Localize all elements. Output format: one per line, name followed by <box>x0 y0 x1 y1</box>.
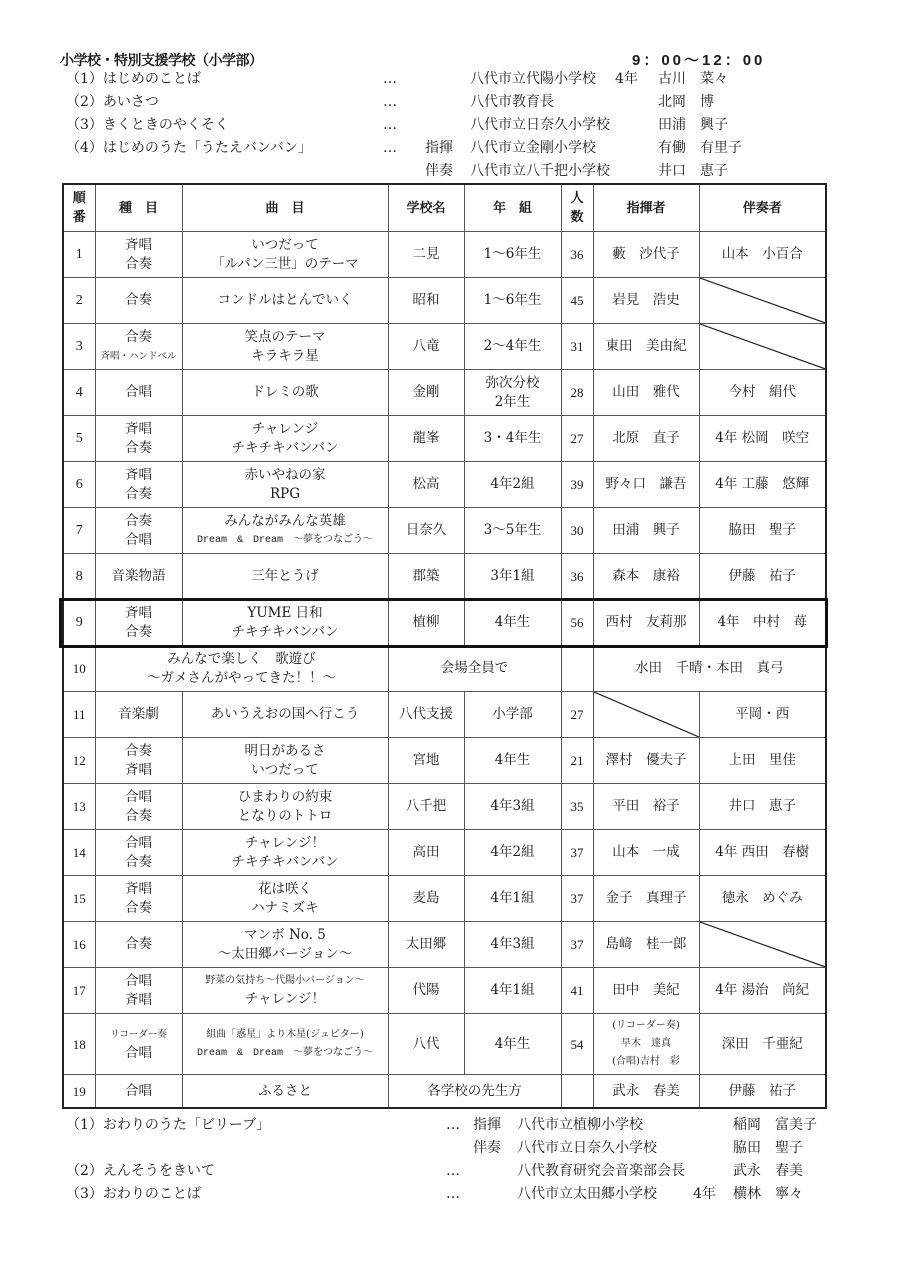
surname: 稲岡 <box>733 1117 761 1133</box>
role: 指揮 <box>473 1117 501 1133</box>
header-school: 学校名 <box>388 184 464 232</box>
conductor: (リコーダー奏) 早木 達真 (合唱)吉村 彩 <box>593 1014 699 1075</box>
given-name: 興子 <box>700 117 728 133</box>
order-number: 12 <box>63 738 95 784</box>
ellipsis: … <box>446 1186 460 1202</box>
table-row <box>63 370 826 416</box>
closing-item <box>0 1160 904 1182</box>
song-title: 組曲「惑星」より木星(ジュピター) Dream & Dream ～夢をつなごう～ <box>182 1014 388 1075</box>
grade-class: 4年生 <box>464 738 561 784</box>
time-range: 9：00～12：00 <box>632 52 766 69</box>
section-title: 小学校・特別支援学校（小学部） <box>60 53 263 69</box>
category: 合奏 合唱 <box>95 508 182 554</box>
member-count: 35 <box>561 784 593 830</box>
school-grade: 各学校の先生方 <box>388 1075 561 1109</box>
header-conductor: 指揮者 <box>593 184 699 232</box>
accompanist <box>699 278 826 324</box>
organization: 八代市立日奈久小学校 <box>517 1140 657 1156</box>
member-count: 28 <box>561 370 593 416</box>
category: 斉唱 合奏 <box>95 416 182 462</box>
accompanist: 4年 湯治 尚紀 <box>699 968 826 1014</box>
table-row <box>63 600 826 646</box>
table-row <box>63 646 826 692</box>
member-count: 27 <box>561 416 593 462</box>
song-title: ふるさと <box>182 1075 388 1109</box>
closing-item <box>0 1114 904 1136</box>
song-title: いつだって 「ルパン三世」のテーマ <box>182 232 388 278</box>
accompanist: 今村 絹代 <box>699 370 826 416</box>
song-title: 笑点のテーマ キラキラ星 <box>182 324 388 370</box>
table-row <box>63 1075 826 1109</box>
surname: 有働 <box>658 140 686 156</box>
accompanist <box>699 922 826 968</box>
school-name: 宮地 <box>388 738 464 784</box>
surname: 脇田 <box>733 1140 761 1156</box>
organization: 八代市立金剛小学校 <box>470 140 596 156</box>
category: 合唱 斉唱 <box>95 968 182 1014</box>
conductor: 森本 康裕 <box>593 554 699 600</box>
item-label: （2）あいさつ <box>66 94 159 110</box>
grade-class: 4年1組 <box>464 876 561 922</box>
member-count: 36 <box>561 554 593 600</box>
ellipsis: … <box>383 117 397 133</box>
song-title: 明日があるさ いつだって <box>182 738 388 784</box>
opening-item <box>0 114 904 136</box>
conductor: 田浦 興子 <box>593 508 699 554</box>
category: 合奏 斉唱 <box>95 738 182 784</box>
member-count <box>561 1075 593 1109</box>
ellipsis: … <box>383 94 397 110</box>
item-label: （1）はじめのことば <box>66 71 201 87</box>
school-name: 松高 <box>388 462 464 508</box>
member-count: 45 <box>561 278 593 324</box>
header-count: 人 数 <box>561 184 593 232</box>
song-title: ひまわりの約束 となりのトトロ <box>182 784 388 830</box>
grade-class: 1～6年生 <box>464 232 561 278</box>
table-row <box>63 692 826 738</box>
header-category: 種 目 <box>95 184 182 232</box>
school-name: 日奈久 <box>388 508 464 554</box>
school-name: 植柳 <box>388 600 464 646</box>
conductor: 野々口 謙吾 <box>593 462 699 508</box>
order-number: 19 <box>63 1075 95 1109</box>
grade-class: 4年1組 <box>464 968 561 1014</box>
category: 音楽劇 <box>95 692 182 738</box>
accompanist <box>699 324 826 370</box>
category: 合奏 <box>95 278 182 324</box>
grade-class: 4年生 <box>464 600 561 646</box>
given-name: 富美子 <box>775 1117 817 1133</box>
school-name: 麦島 <box>388 876 464 922</box>
accompanist: 脇田 聖子 <box>699 508 826 554</box>
organization: 八代市立日奈久小学校 <box>470 117 610 133</box>
member-count: 41 <box>561 968 593 1014</box>
diagonal-slash <box>594 692 699 737</box>
order-number: 18 <box>63 1014 95 1075</box>
conductor: 東田 美由紀 <box>593 324 699 370</box>
surname: 北岡 <box>658 94 686 110</box>
conductor: 金子 真理子 <box>593 876 699 922</box>
school-name: 八代 <box>388 1014 464 1075</box>
song-title: YUME 日和 チキチキバンバン <box>182 600 388 646</box>
song-title: コンドルはとんでいく <box>182 278 388 324</box>
grade-class: 3・4年生 <box>464 416 561 462</box>
table-row <box>63 922 826 968</box>
member-count <box>561 646 593 692</box>
conductor: 島﨑 桂一郎 <box>593 922 699 968</box>
accompanist: 山本 小百合 <box>699 232 826 278</box>
organization: 八代市立八千把小学校 <box>470 163 610 179</box>
accompanist: 伊藤 祐子 <box>699 1075 826 1109</box>
order-number: 15 <box>63 876 95 922</box>
given-name: 聖子 <box>775 1140 803 1156</box>
order-number: 2 <box>63 278 95 324</box>
given-name: 博 <box>700 94 714 110</box>
given-name: 有里子 <box>700 140 742 156</box>
order-number: 16 <box>63 922 95 968</box>
category: 斉唱 合奏 <box>95 600 182 646</box>
order-number: 8 <box>63 554 95 600</box>
given-name: 春美 <box>775 1163 803 1179</box>
organization: 八代市立植柳小学校 <box>517 1117 643 1133</box>
order-number: 13 <box>63 784 95 830</box>
grade-class: 4年3組 <box>464 922 561 968</box>
member-count: 39 <box>561 462 593 508</box>
item-label: （3）おわりのことば <box>66 1186 201 1202</box>
diagonal-slash <box>700 324 826 369</box>
ellipsis: … <box>383 71 397 87</box>
organization: 八代市教育長 <box>470 94 554 110</box>
accompanist: 井口 恵子 <box>699 784 826 830</box>
order-number: 7 <box>63 508 95 554</box>
category: 合唱 合奏 <box>95 830 182 876</box>
conductor-accompanist: 水田 千晴・本田 真弓 <box>593 646 826 692</box>
closing-item <box>0 1183 904 1205</box>
school-name: 高田 <box>388 830 464 876</box>
ellipsis: … <box>446 1117 460 1133</box>
category: 斉唱 合奏 <box>95 232 182 278</box>
category: 合唱 <box>95 370 182 416</box>
order-number: 1 <box>63 232 95 278</box>
organization: 八代市立太田郷小学校 <box>517 1186 657 1202</box>
conductor <box>593 692 699 738</box>
header-grade: 年 組 <box>464 184 561 232</box>
opening-item <box>0 160 904 182</box>
surname: 古川 <box>658 71 686 87</box>
performance-table <box>62 183 827 1109</box>
order-number: 17 <box>63 968 95 1014</box>
accompanist: 4年 中村 苺 <box>699 600 826 646</box>
conductor: 山田 雅代 <box>593 370 699 416</box>
member-count: 37 <box>561 876 593 922</box>
grade: 4年 <box>615 71 638 87</box>
diagonal-slash <box>700 278 826 323</box>
category: 音楽物語 <box>95 554 182 600</box>
accompanist: 伊藤 祐子 <box>699 554 826 600</box>
order-number: 3 <box>63 324 95 370</box>
song-title: マンボ No. 5 ～太田郷バージョン～ <box>182 922 388 968</box>
category: 斉唱 合奏 <box>95 876 182 922</box>
song-title: みんなで楽しく 歌遊び ～ガメさんがやってきた！！～ <box>95 646 388 692</box>
grade-class: 弥次分校 2年生 <box>464 370 561 416</box>
table-row <box>63 278 826 324</box>
conductor: 平田 裕子 <box>593 784 699 830</box>
order-number: 4 <box>63 370 95 416</box>
item-label: （3）きくときのやくそく <box>66 117 229 133</box>
opening-item <box>0 91 904 113</box>
conductor: 澤村 優夫子 <box>593 738 699 784</box>
table-row <box>63 738 826 784</box>
given-name: 菜々 <box>700 71 728 87</box>
conductor: 岩見 浩史 <box>593 278 699 324</box>
song-title: あいうえおの国へ行こう <box>182 692 388 738</box>
category: 合奏 <box>95 922 182 968</box>
accompanist: 4年 工藤 悠輝 <box>699 462 826 508</box>
song-title: 野菜の気持ち～代陽小バージョン～ チャレンジ！ <box>182 968 388 1014</box>
header-song: 曲 目 <box>182 184 388 232</box>
role: 伴奏 <box>473 1140 501 1156</box>
grade-class: 4年2組 <box>464 462 561 508</box>
organization: 八代市立代陽小学校 <box>470 71 596 87</box>
header-accompanist: 伴奏者 <box>699 184 826 232</box>
table-row <box>63 968 826 1014</box>
category: 斉唱 合奏 <box>95 462 182 508</box>
table-row <box>63 876 826 922</box>
order-number: 9 <box>63 600 95 646</box>
grade-class: 2～4年生 <box>464 324 561 370</box>
table-row <box>63 784 826 830</box>
item-label: （4）はじめのうた「うたえバンバン」 <box>66 140 312 156</box>
opening-item <box>0 137 904 159</box>
accompanist: 徳永 めぐみ <box>699 876 826 922</box>
table-header-row <box>63 184 826 232</box>
table-row <box>63 554 826 600</box>
accompanist: 平岡・西 <box>699 692 826 738</box>
category: 合奏 斉唱・ハンドベル <box>95 324 182 370</box>
conductor: 山本 一成 <box>593 830 699 876</box>
grade-class: 1～6年生 <box>464 278 561 324</box>
conductor: 北原 直子 <box>593 416 699 462</box>
order-number: 5 <box>63 416 95 462</box>
table-row <box>63 508 826 554</box>
item-label: （2）えんそうをきいて <box>66 1163 215 1179</box>
accompanist: 上田 里佳 <box>699 738 826 784</box>
song-title: みんながみんな英雄 Dream & Dream ～夢をつなごう～ <box>182 508 388 554</box>
member-count: 56 <box>561 600 593 646</box>
surname: 武永 <box>733 1163 761 1179</box>
category: リコーダー奏 合唱 <box>95 1014 182 1075</box>
ellipsis: … <box>383 140 397 156</box>
accompanist: 深田 千亜紀 <box>699 1014 826 1075</box>
member-count: 37 <box>561 830 593 876</box>
table-row <box>63 416 826 462</box>
grade: 4年 <box>693 1186 716 1202</box>
song-title: 三年とうげ <box>182 554 388 600</box>
conductor: 藪 沙代子 <box>593 232 699 278</box>
conductor: 西村 友莉那 <box>593 600 699 646</box>
closing-item <box>0 1137 904 1159</box>
member-count: 21 <box>561 738 593 784</box>
grade-class: 3～5年生 <box>464 508 561 554</box>
member-count: 37 <box>561 922 593 968</box>
member-count: 30 <box>561 508 593 554</box>
school-name: 八千把 <box>388 784 464 830</box>
school-name: 龍峯 <box>388 416 464 462</box>
school-name: 郡築 <box>388 554 464 600</box>
header-order: 順 番 <box>63 184 95 232</box>
order-number: 10 <box>63 646 95 692</box>
category: 合唱 合奏 <box>95 784 182 830</box>
school-name: 八代支援 <box>388 692 464 738</box>
category: 合唱 <box>95 1075 182 1109</box>
surname: 井口 <box>658 163 686 179</box>
accompanist: 4年 松岡 咲空 <box>699 416 826 462</box>
member-count: 54 <box>561 1014 593 1075</box>
grade-class: 小学部 <box>464 692 561 738</box>
role: 指揮 <box>425 140 453 156</box>
grade-class: 3年1組 <box>464 554 561 600</box>
member-count: 27 <box>561 692 593 738</box>
member-count: 36 <box>561 232 593 278</box>
school-name: 八竜 <box>388 324 464 370</box>
school-name: 二見 <box>388 232 464 278</box>
school-name: 金剛 <box>388 370 464 416</box>
song-title: 赤いやねの家 RPG <box>182 462 388 508</box>
given-name: 寧々 <box>775 1186 803 1202</box>
song-title: チャレンジ！ チキチキバンバン <box>182 830 388 876</box>
surname: 横林 <box>733 1186 761 1202</box>
school-name: 昭和 <box>388 278 464 324</box>
table-row <box>63 232 826 278</box>
school-name: 代陽 <box>388 968 464 1014</box>
table-row <box>63 462 826 508</box>
school-grade: 会場全員で <box>388 646 561 692</box>
accompanist: 4年 西田 春樹 <box>699 830 826 876</box>
grade-class: 4年3組 <box>464 784 561 830</box>
conductor: 田中 美紀 <box>593 968 699 1014</box>
role: 伴奏 <box>425 163 453 179</box>
item-label: （1）おわりのうた「ビリーブ」 <box>66 1117 271 1133</box>
diagonal-slash <box>700 922 826 967</box>
organization: 八代教育研究会音楽部会長 <box>517 1163 685 1179</box>
opening-item <box>0 68 904 90</box>
table-row <box>63 830 826 876</box>
conductor: 武永 春美 <box>593 1075 699 1109</box>
order-number: 6 <box>63 462 95 508</box>
song-title: 花は咲く ハナミズキ <box>182 876 388 922</box>
given-name: 恵子 <box>700 163 728 179</box>
grade-class: 4年生 <box>464 1014 561 1075</box>
table-row <box>63 324 826 370</box>
song-title: チャレンジ チキチキバンバン <box>182 416 388 462</box>
table-row <box>63 1014 826 1075</box>
order-number: 14 <box>63 830 95 876</box>
surname: 田浦 <box>658 117 686 133</box>
member-count: 31 <box>561 324 593 370</box>
order-number: 11 <box>63 692 95 738</box>
grade-class: 4年2組 <box>464 830 561 876</box>
ellipsis: … <box>446 1163 460 1179</box>
song-title: ドレミの歌 <box>182 370 388 416</box>
school-name: 太田郷 <box>388 922 464 968</box>
